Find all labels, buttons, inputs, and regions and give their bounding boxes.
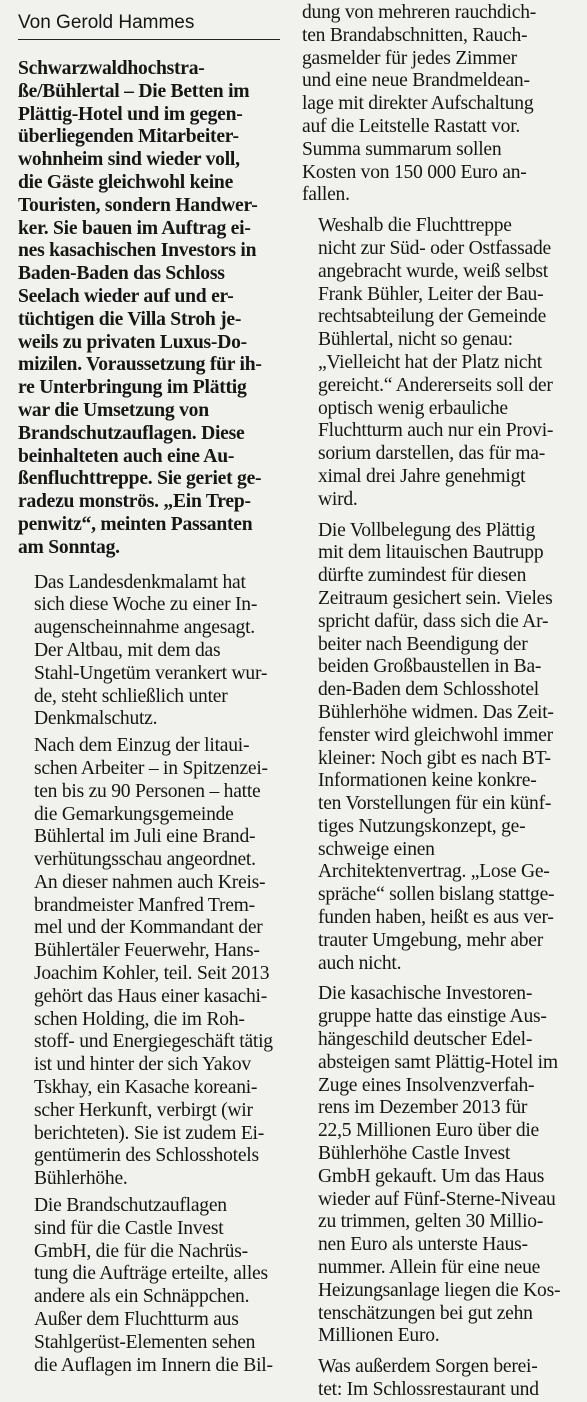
text-line: rens im Dezember 2013 für: [318, 1097, 528, 1119]
text-line: Die Vollbelegung des Plättig: [318, 519, 536, 541]
text-line: Informationen keine konkre-: [318, 770, 537, 792]
text-line: tenschätzungen bei gut zehn: [318, 1302, 533, 1324]
text-line: kleiner: Noch gibt es nach BT-: [318, 747, 551, 769]
body-paragraph: [302, 215, 579, 511]
text-line: schen Arbeiter – in Spitzenzei-: [34, 757, 268, 779]
text-line: am Sonntag.: [18, 536, 120, 558]
text-line: wird.: [318, 488, 358, 510]
body-paragraph: [302, 2, 579, 207]
text-line: ten Brandabschnitten, Rauch-: [302, 24, 528, 46]
text-line: Baden-Baden das Schloss: [18, 263, 225, 285]
text-line: nummer. Allein für eine neue: [318, 1257, 541, 1279]
text-line: Das Landesdenkmalamt hat: [34, 571, 246, 593]
text-line: tiges Nutzungskonzept, ge-: [318, 815, 526, 837]
text-line: verhütungsschau angeordnet.: [34, 849, 256, 871]
text-line: sich diese Woche zu einer In-: [34, 594, 258, 616]
body-paragraph: [302, 520, 579, 976]
text-line: fallen.: [302, 184, 350, 206]
text-line: Touristen, sondern Handwer-: [18, 194, 258, 216]
text-line: den-Baden dem Schlosshotel: [318, 679, 539, 701]
text-line: nes kasachischen Investors in: [18, 240, 257, 262]
text-line: ten Vorstellungen für ein künf-: [318, 793, 552, 815]
text-line: trauter Umgebung, mehr aber: [318, 929, 544, 951]
text-line: ße/Bühlertal – Die Betten im: [18, 80, 250, 102]
text-line: nen Euro als unterste Haus-: [318, 1234, 528, 1256]
text-line: mit dem litauischen Bautrupp: [318, 542, 544, 564]
text-line: mel und der Kommandant der: [34, 917, 263, 939]
text-line: Summa summarum sollen: [302, 138, 502, 160]
text-line: die Gäste gleichwohl keine: [18, 171, 234, 193]
text-line: Denkmalschutz.: [34, 708, 158, 730]
text-line: Außer dem Fluchtturm aus: [34, 1309, 239, 1331]
text-line: hängeschild deutscher Edel-: [318, 1029, 533, 1051]
text-line: Tskhay, ein Kasache koreani-: [34, 1077, 258, 1099]
text-line: tüchtigen die Villa Stroh je-: [18, 308, 242, 330]
text-line: gehört das Haus einer kasachi-: [34, 985, 267, 1007]
text-line: ker. Sie bauen im Auftrag ei-: [18, 217, 251, 239]
text-line: Bühlertal im Juli eine Brand-: [34, 826, 256, 848]
text-line: gasmelder für jedes Zimmer: [302, 47, 517, 69]
text-line: rechtsabteilung der Gemeinde: [318, 306, 547, 328]
text-line: Seelach wieder auf und er-: [18, 285, 234, 307]
text-line: de, steht schließlich unter: [34, 685, 228, 707]
body-paragraph: [18, 1195, 290, 1377]
text-line: überliegenden Mitarbeiter-: [18, 126, 239, 148]
text-line: re Unterbringung im Plättig: [18, 377, 247, 399]
right-body-text: [302, 2, 579, 1402]
text-line: schen Holding, die im Roh-: [34, 1008, 245, 1030]
text-line: Zuge eines Insolvenzverfah-: [318, 1074, 535, 1096]
text-line: Stahl-Ungetüm verankert wur-: [34, 662, 268, 684]
text-line: mizilen. Voraussetzung für ih-: [18, 354, 262, 376]
text-line: Die Brandschutzauflagen: [34, 1195, 227, 1217]
text-line: sorium darstellen, das für ma-: [318, 443, 546, 465]
author-byline: Von Gerold Hammes: [18, 12, 280, 40]
text-line: beiter nach Beendigung der: [318, 633, 528, 655]
text-line: Bühlertäler Feuerwehr, Hans-: [34, 940, 260, 962]
body-paragraph: [302, 983, 579, 1348]
lead-paragraph: [18, 58, 290, 560]
text-line: absteigen samt Plättig-Hotel im: [318, 1051, 558, 1073]
text-line: die Auflagen im Innern die Bil-: [34, 1354, 273, 1376]
text-line: Kosten von 150 000 Euro an-: [302, 161, 527, 183]
text-line: Brandschutzauflagen. Diese: [18, 422, 245, 444]
text-line: Architektenvertrag. „Lose Ge-: [318, 861, 550, 883]
text-line: ten bis zu 90 Personen – hatte: [34, 780, 261, 802]
text-line: gruppe hatte das einstige Aus-: [318, 1006, 547, 1028]
text-line: tung die Aufträge erteilte, alles: [34, 1263, 268, 1285]
text-line: stoff- und Energiegeschäft tätig: [34, 1031, 273, 1053]
text-line: Die kasachische Investoren-: [318, 983, 533, 1005]
text-line: war die Umsetzung von: [18, 399, 209, 421]
text-line: gentümerin des Schlosshotels: [34, 1145, 259, 1167]
text-line: Millionen Euro.: [318, 1325, 440, 1347]
text-line: die Gemarkungsgemeinde: [34, 803, 234, 825]
text-line: Bühlertal, nicht so genau:: [318, 329, 513, 351]
text-line: auch nicht.: [318, 952, 402, 974]
text-line: Bühlerhöhe.: [34, 1168, 128, 1190]
body-paragraph: [18, 735, 290, 1191]
text-line: Schwarzwaldhochstra-: [18, 58, 205, 79]
left-body-text: [18, 572, 290, 1378]
text-line: nicht zur Süd- oder Ostfassade: [318, 237, 552, 259]
text-line: scher Herkunft, verbirgt (wir: [34, 1099, 253, 1121]
text-line: gereicht.“ Andererseits soll der: [318, 374, 553, 396]
text-line: Stahlgerüst-Elementen sehen: [34, 1331, 256, 1353]
text-line: GmbH gekauft. Um das Haus: [318, 1165, 545, 1187]
text-line: dürfte zumindest für diesen: [318, 565, 527, 587]
text-line: „Vielleicht hat der Platz nicht: [318, 351, 542, 373]
text-line: Heizungsanlage liegen die Kos-: [318, 1279, 561, 1301]
text-line: ximal drei Jahre genehmigt: [318, 465, 526, 487]
body-paragraph: [18, 572, 290, 732]
text-line: weils zu privaten Luxus-Do-: [18, 331, 247, 353]
text-line: Joachim Kohler, teil. Seit 2013: [34, 963, 270, 985]
text-line: angebracht wurde, weiß selbst: [318, 260, 548, 282]
text-line: wieder auf Fünf-Sterne-Niveau: [318, 1188, 556, 1210]
text-line: penwitz“, meinten Passanten: [18, 513, 253, 535]
text-line: Weshalb die Fluchttreppe: [318, 215, 512, 237]
text-line: GmbH, die für die Nachrüs-: [34, 1240, 248, 1262]
text-line: fenster wird gleichwohl immer: [318, 724, 553, 746]
text-line: beinhalteten auch eine Au-: [18, 445, 235, 467]
text-line: beiden Großbaustellen in Ba-: [318, 656, 542, 678]
text-line: Bühlerhöhe widmen. Das Zeit-: [318, 701, 554, 723]
text-line: Plättig-Hotel und im gegen-: [18, 103, 243, 125]
text-line: Nach dem Einzug der litaui-: [34, 735, 250, 757]
text-line: tet: Im Schlossrestaurant und: [318, 1379, 539, 1401]
text-line: Was außerdem Sorgen berei-: [318, 1356, 538, 1378]
text-line: An dieser nahmen auch Kreis-: [34, 871, 266, 893]
text-line: andere als ein Schnäppchen.: [34, 1286, 250, 1308]
text-line: dung von mehreren rauchdich-: [302, 2, 537, 23]
text-line: 22,5 Millionen Euro über die: [318, 1120, 540, 1142]
text-line: lage mit direkter Aufschaltung: [302, 93, 534, 115]
text-line: Fluchtturm auch nur ein Provi-: [318, 420, 554, 442]
text-line: optisch wenig erbauliche: [318, 397, 508, 419]
text-line: Der Altbau, mit dem das: [34, 639, 221, 661]
text-line: funden haben, heißt es aus ver-: [318, 907, 554, 929]
text-line: zu trimmen, gelten 30 Milliо-: [318, 1211, 544, 1233]
left-column: [18, 0, 290, 1376]
text-line: brandmeister Manfred Trem-: [34, 894, 255, 916]
text-line: ist und hinter der sich Yakov: [34, 1054, 251, 1076]
text-line: radezu monströs. „Ein Trep-: [18, 491, 251, 513]
right-column: [302, 0, 579, 1401]
text-line: berichteten). Sie ist zudem Ei-: [34, 1122, 265, 1144]
text-line: Bühlerhöhe Castle Invest: [318, 1143, 511, 1165]
text-line: schweige einen: [318, 838, 435, 860]
text-line: spräche“ sollen bislang stattge-: [318, 884, 555, 906]
body-paragraph: [302, 1356, 579, 1402]
text-line: wohnheim sind wieder voll,: [18, 149, 240, 171]
text-line: augenscheinnahme angesagt.: [34, 617, 255, 639]
text-line: Zeitraum gesichert sein. Vieles: [318, 587, 553, 609]
text-line: auf die Leitstelle Rastatt vor.: [302, 115, 521, 137]
text-line: spricht dafür, dass sich die Ar-: [318, 610, 549, 632]
text-line: sind für die Castle Invest: [34, 1217, 224, 1239]
text-line: Frank Bühler, Leiter der Bau-: [318, 283, 544, 305]
text-line: ßenfluchttreppe. Sie geriet ge-: [18, 468, 262, 490]
text-line: und eine neue Brandmeldean-: [302, 70, 530, 92]
